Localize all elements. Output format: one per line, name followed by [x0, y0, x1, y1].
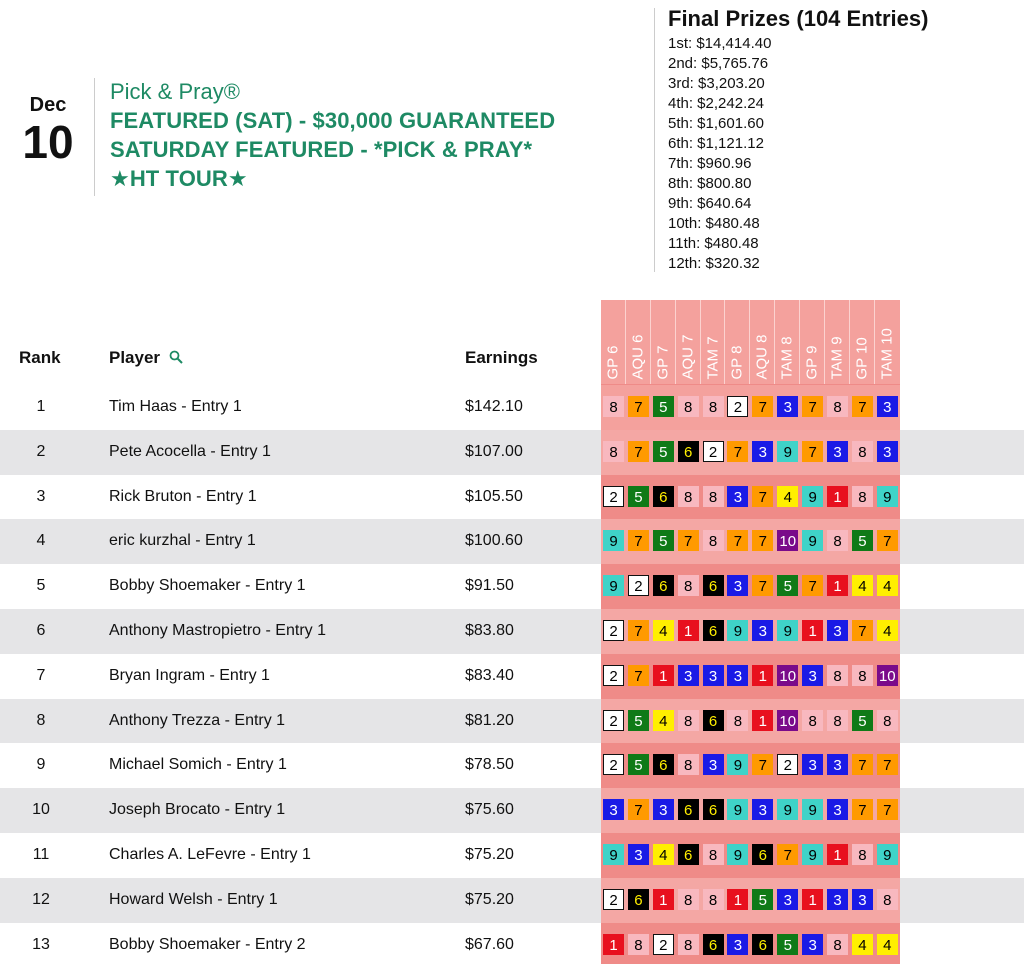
prize-item: 2nd: $5,765.76: [668, 55, 769, 72]
pick-saddlecloth: 3: [752, 799, 773, 820]
rank-cell: 11: [32, 845, 50, 863]
pick-saddlecloth: 8: [827, 530, 848, 551]
pick-saddlecloth: 2: [703, 441, 724, 462]
pick-saddlecloth: 2: [653, 934, 674, 955]
track-column-header: [601, 300, 626, 384]
table-row[interactable]: [0, 475, 1024, 520]
pick-saddlecloth: 3: [727, 665, 748, 686]
pick-saddlecloth: 7: [628, 441, 649, 462]
pick-saddlecloth: 9: [727, 844, 748, 865]
contest-title-line-3: ★HT TOUR★: [110, 166, 248, 191]
pick-saddlecloth: 3: [703, 754, 724, 775]
earnings-cell: $83.40: [465, 666, 514, 684]
pick-saddlecloth: 6: [678, 441, 699, 462]
pick-saddlecloth: 6: [703, 934, 724, 955]
rank-cell: 9: [36, 756, 46, 774]
pick-saddlecloth: 7: [727, 530, 748, 551]
track-label: AQU 8: [753, 334, 771, 380]
pick-saddlecloth: 3: [877, 396, 898, 417]
pick-saddlecloth: 8: [703, 530, 724, 551]
pick-saddlecloth: 9: [603, 844, 624, 865]
picks-row: [603, 530, 902, 551]
track-column-header: [875, 300, 900, 384]
pick-saddlecloth: 8: [877, 889, 898, 910]
pick-saddlecloth: 9: [802, 486, 823, 507]
picks-row: [603, 889, 902, 910]
pick-saddlecloth: 6: [703, 799, 724, 820]
pick-saddlecloth: 7: [752, 396, 773, 417]
pick-saddlecloth: 4: [877, 620, 898, 641]
pick-saddlecloth: 1: [827, 844, 848, 865]
pick-saddlecloth: 1: [678, 620, 699, 641]
pick-saddlecloth: 5: [628, 710, 649, 731]
track-label: TAM 7: [704, 336, 721, 380]
leaderboard-table: [0, 385, 1024, 964]
date-day: 10: [22, 116, 74, 168]
pick-saddlecloth: 6: [628, 889, 649, 910]
track-label: GP 8: [728, 345, 746, 380]
pick-saddlecloth: 5: [777, 575, 798, 596]
final-prizes: [668, 6, 928, 274]
pick-saddlecloth: 2: [603, 754, 624, 775]
pick-saddlecloth: 8: [678, 889, 699, 910]
pick-saddlecloth: 9: [777, 799, 798, 820]
pick-saddlecloth: 8: [827, 396, 848, 417]
table-row[interactable]: [0, 564, 1024, 609]
track-column-header: [626, 300, 651, 384]
pick-saddlecloth: 8: [603, 441, 624, 462]
rank-cell: 5: [36, 577, 46, 595]
pick-saddlecloth: 6: [752, 844, 773, 865]
rank-cell: 2: [36, 442, 46, 460]
pick-saddlecloth: 4: [653, 844, 674, 865]
earnings-cell: $81.20: [465, 711, 514, 729]
pick-saddlecloth: 4: [852, 934, 873, 955]
pick-saddlecloth: 7: [727, 441, 748, 462]
track-column-header: [825, 300, 850, 384]
pick-saddlecloth: 8: [703, 889, 724, 910]
player-name[interactable]: Bobby Shoemaker - Entry 2: [109, 935, 306, 953]
pick-saddlecloth: 4: [653, 620, 674, 641]
earnings-cell: $75.20: [465, 845, 514, 863]
pick-saddlecloth: 3: [827, 754, 848, 775]
pick-saddlecloth: 8: [678, 486, 699, 507]
pick-saddlecloth: 3: [603, 799, 624, 820]
pick-saddlecloth: 7: [802, 396, 823, 417]
pick-saddlecloth: 6: [653, 486, 674, 507]
rank-cell: 6: [36, 621, 46, 639]
rank-cell: 7: [36, 666, 46, 684]
pick-saddlecloth: 8: [678, 575, 699, 596]
earnings-cell: $75.20: [465, 890, 514, 908]
pick-saddlecloth: 3: [752, 620, 773, 641]
pick-saddlecloth: 7: [877, 754, 898, 775]
track-column-header: [676, 300, 701, 384]
pick-saddlecloth: 7: [852, 754, 873, 775]
pick-saddlecloth: 3: [802, 934, 823, 955]
pick-saddlecloth: 7: [877, 530, 898, 551]
pick-saddlecloth: 4: [877, 934, 898, 955]
pick-saddlecloth: 10: [777, 710, 798, 731]
pick-saddlecloth: 7: [852, 620, 873, 641]
table-row[interactable]: [0, 609, 1024, 654]
pick-saddlecloth: 9: [727, 754, 748, 775]
track-column-header: [750, 300, 775, 384]
pick-saddlecloth: 3: [727, 575, 748, 596]
pick-saddlecloth: 3: [827, 441, 848, 462]
pick-saddlecloth: 8: [827, 665, 848, 686]
picks-row: [603, 486, 902, 507]
prize-item: 12th: $320.32: [668, 255, 760, 272]
pick-saddlecloth: 1: [727, 889, 748, 910]
picks-row: [603, 575, 902, 596]
earnings-cell: $75.60: [465, 801, 514, 819]
pick-saddlecloth: 3: [777, 396, 798, 417]
pick-saddlecloth: 7: [752, 486, 773, 507]
table-row[interactable]: [0, 788, 1024, 833]
contest-brand: Pick & Pray®: [110, 79, 240, 104]
pick-saddlecloth: 8: [852, 844, 873, 865]
player-name[interactable]: Howard Welsh - Entry 1: [109, 890, 278, 908]
track-column-header: [800, 300, 825, 384]
pick-saddlecloth: 6: [653, 754, 674, 775]
pick-saddlecloth: 2: [628, 575, 649, 596]
rank-cell: 3: [36, 487, 46, 505]
pick-saddlecloth: 6: [678, 844, 699, 865]
pick-saddlecloth: 5: [752, 889, 773, 910]
prize-item: 11th: $480.48: [668, 235, 759, 252]
pick-saddlecloth: 2: [727, 396, 748, 417]
pick-saddlecloth: 5: [852, 530, 873, 551]
pick-saddlecloth: 3: [877, 441, 898, 462]
pick-saddlecloth: 7: [777, 844, 798, 865]
pick-saddlecloth: 9: [802, 844, 823, 865]
pick-saddlecloth: 7: [628, 530, 649, 551]
earnings-cell: $142.10: [465, 398, 523, 415]
player-name[interactable]: Anthony Mastropietro - Entry 1: [109, 621, 326, 639]
pick-saddlecloth: 1: [653, 889, 674, 910]
prizes-list: [668, 34, 928, 274]
track-label: GP 9: [803, 345, 821, 380]
pick-saddlecloth: 1: [827, 486, 848, 507]
rank-cell: 8: [36, 711, 46, 729]
date-month: Dec: [29, 94, 67, 116]
earnings-cell: $105.50: [465, 487, 523, 505]
player-header[interactable]: [109, 348, 183, 368]
pick-saddlecloth: 8: [703, 486, 724, 507]
table-row[interactable]: [0, 878, 1024, 923]
prize-item: 10th: $480.48: [668, 215, 760, 232]
player-name[interactable]: Pete Acocella - Entry 1: [109, 442, 271, 460]
player-name[interactable]: Tim Haas - Entry 1: [109, 398, 242, 415]
prize-item: 4th: $2,242.24: [668, 95, 764, 112]
track-column-header: [775, 300, 800, 384]
prize-item: 1st: $14,414.40: [668, 35, 772, 52]
table-row[interactable]: [0, 430, 1024, 475]
player-name[interactable]: Rick Bruton - Entry 1: [109, 487, 257, 505]
pick-saddlecloth: 8: [678, 396, 699, 417]
pick-saddlecloth: 6: [703, 620, 724, 641]
pick-saddlecloth: 3: [752, 441, 773, 462]
pick-saddlecloth: 8: [703, 396, 724, 417]
track-column-header: [701, 300, 726, 384]
divider: [94, 78, 95, 196]
track-header: [601, 300, 900, 384]
pick-saddlecloth: 8: [877, 710, 898, 731]
pick-saddlecloth: 2: [603, 665, 624, 686]
prize-item: 9th: $640.64: [668, 195, 752, 212]
pick-saddlecloth: 10: [877, 665, 898, 686]
pick-saddlecloth: 3: [727, 934, 748, 955]
pick-saddlecloth: 7: [678, 530, 699, 551]
table-row[interactable]: [0, 699, 1024, 744]
table-row[interactable]: [0, 923, 1024, 964]
pick-saddlecloth: 9: [603, 575, 624, 596]
pick-saddlecloth: 7: [628, 620, 649, 641]
player-name[interactable]: Anthony Trezza - Entry 1: [109, 711, 286, 729]
picks-row: [603, 754, 902, 775]
pick-saddlecloth: 3: [827, 620, 848, 641]
track-label: GP 7: [654, 345, 672, 380]
pick-saddlecloth: 6: [703, 575, 724, 596]
earnings-cell: $83.80: [465, 621, 514, 639]
pick-saddlecloth: 4: [877, 575, 898, 596]
pick-saddlecloth: 8: [852, 486, 873, 507]
player-header-label: Player: [109, 348, 161, 367]
prize-item: 6th: $1,121.12: [668, 135, 764, 152]
pick-saddlecloth: 10: [777, 530, 798, 551]
picks-row: [603, 934, 902, 955]
rank-header[interactable]: Rank: [19, 348, 61, 367]
pick-saddlecloth: 2: [603, 486, 624, 507]
pick-saddlecloth: 8: [603, 396, 624, 417]
earnings-cell: $107.00: [465, 442, 523, 460]
pick-saddlecloth: 9: [802, 799, 823, 820]
pick-saddlecloth: 9: [727, 799, 748, 820]
pick-saddlecloth: 7: [752, 530, 773, 551]
player-name[interactable]: Joseph Brocato - Entry 1: [109, 801, 286, 819]
pick-saddlecloth: 3: [802, 665, 823, 686]
prizes-title: Final Prizes (104 Entries): [668, 6, 929, 31]
prize-item: 7th: $960.96: [668, 155, 752, 172]
prize-item: 5th: $1,601.60: [668, 115, 764, 132]
pick-saddlecloth: 4: [653, 710, 674, 731]
pick-saddlecloth: 3: [628, 844, 649, 865]
pick-saddlecloth: 2: [603, 620, 624, 641]
pick-saddlecloth: 9: [603, 530, 624, 551]
pick-saddlecloth: 7: [802, 441, 823, 462]
track-label: AQU 7: [679, 334, 697, 380]
pick-saddlecloth: 9: [777, 441, 798, 462]
track-label: GP 10: [853, 337, 871, 380]
pick-saddlecloth: 9: [877, 486, 898, 507]
pick-saddlecloth: 3: [802, 754, 823, 775]
pick-saddlecloth: 3: [678, 665, 699, 686]
track-label: GP 6: [604, 345, 622, 380]
player-name[interactable]: Charles A. LeFevre - Entry 1: [109, 845, 311, 863]
pick-saddlecloth: 6: [752, 934, 773, 955]
track-label: AQU 6: [629, 334, 647, 380]
pick-saddlecloth: 5: [777, 934, 798, 955]
picks-row: [603, 620, 902, 641]
pick-saddlecloth: 1: [802, 620, 823, 641]
pick-saddlecloth: 6: [653, 575, 674, 596]
pick-saddlecloth: 5: [653, 530, 674, 551]
rank-cell: 4: [36, 532, 46, 550]
table-row[interactable]: [0, 743, 1024, 788]
pick-saddlecloth: 1: [802, 889, 823, 910]
pick-saddlecloth: 3: [827, 889, 848, 910]
pick-saddlecloth: 7: [852, 799, 873, 820]
pick-saddlecloth: 5: [628, 754, 649, 775]
table-row[interactable]: [0, 654, 1024, 699]
search-icon[interactable]: [169, 350, 183, 364]
rank-cell: 13: [32, 935, 50, 953]
pick-saddlecloth: 5: [653, 441, 674, 462]
pick-saddlecloth: 3: [653, 799, 674, 820]
track-column-header: [850, 300, 875, 384]
pick-saddlecloth: 8: [827, 934, 848, 955]
picks-row: [603, 396, 902, 417]
pick-saddlecloth: 3: [827, 799, 848, 820]
picks-row: [603, 441, 902, 462]
player-name[interactable]: Bobby Shoemaker - Entry 1: [109, 577, 306, 595]
rank-cell: 1: [36, 398, 46, 415]
pick-saddlecloth: 7: [628, 396, 649, 417]
pick-saddlecloth: 1: [603, 934, 624, 955]
pick-saddlecloth: 6: [703, 710, 724, 731]
pick-saddlecloth: 7: [752, 754, 773, 775]
pick-saddlecloth: 4: [777, 486, 798, 507]
pick-saddlecloth: 4: [852, 575, 873, 596]
pick-saddlecloth: 8: [727, 710, 748, 731]
pick-saddlecloth: 7: [877, 799, 898, 820]
pick-saddlecloth: 8: [802, 710, 823, 731]
picks-row: [603, 710, 902, 731]
earnings-cell: $100.60: [465, 532, 523, 550]
divider: [654, 8, 655, 272]
pick-saddlecloth: 7: [628, 665, 649, 686]
pick-saddlecloth: 3: [777, 889, 798, 910]
pick-saddlecloth: 3: [727, 486, 748, 507]
table-row[interactable]: [0, 519, 1024, 564]
pick-saddlecloth: 5: [653, 396, 674, 417]
track-label: TAM 10: [878, 328, 896, 380]
pick-saddlecloth: 8: [678, 754, 699, 775]
pick-saddlecloth: 8: [852, 665, 873, 686]
pick-saddlecloth: 8: [678, 934, 699, 955]
pick-saddlecloth: 8: [827, 710, 848, 731]
pick-saddlecloth: 3: [703, 665, 724, 686]
rank-cell: 12: [32, 890, 50, 908]
pick-saddlecloth: 2: [603, 710, 624, 731]
pick-saddlecloth: 9: [877, 844, 898, 865]
contest-title-line-2: SATURDAY FEATURED - *PICK & PRAY*: [110, 137, 533, 162]
contest-header: [110, 78, 555, 193]
pick-saddlecloth: 7: [802, 575, 823, 596]
picks-row: [603, 844, 902, 865]
table-row[interactable]: [0, 833, 1024, 878]
picks-row: [603, 799, 902, 820]
pick-saddlecloth: 8: [852, 441, 873, 462]
pick-saddlecloth: 1: [752, 710, 773, 731]
pick-saddlecloth: 7: [628, 799, 649, 820]
rank-cell: 10: [32, 801, 50, 819]
track-column-header: [725, 300, 750, 384]
pick-saddlecloth: 1: [827, 575, 848, 596]
pick-saddlecloth: 10: [777, 665, 798, 686]
pick-saddlecloth: 2: [777, 754, 798, 775]
pick-saddlecloth: 5: [628, 486, 649, 507]
pick-saddlecloth: 9: [727, 620, 748, 641]
earnings-cell: $67.60: [465, 935, 514, 953]
prize-item: 8th: $800.80: [668, 175, 752, 192]
pick-saddlecloth: 1: [752, 665, 773, 686]
pick-saddlecloth: 6: [678, 799, 699, 820]
earnings-header[interactable]: Earnings: [465, 348, 538, 367]
pick-saddlecloth: 5: [852, 710, 873, 731]
track-column-header: [651, 300, 676, 384]
prize-item: 3rd: $3,203.20: [668, 75, 765, 92]
pick-saddlecloth: 9: [802, 530, 823, 551]
earnings-cell: $78.50: [465, 756, 514, 774]
contest-title-line-1: FEATURED (SAT) - $30,000 GUARANTEED: [110, 108, 556, 133]
pick-saddlecloth: 7: [752, 575, 773, 596]
pick-saddlecloth: 8: [678, 710, 699, 731]
table-row[interactable]: [0, 385, 1024, 430]
pick-saddlecloth: 3: [852, 889, 873, 910]
contest-date: [16, 94, 80, 168]
player-name[interactable]: eric kurzhal - Entry 1: [109, 532, 256, 550]
pick-saddlecloth: 9: [777, 620, 798, 641]
pick-saddlecloth: 8: [703, 844, 724, 865]
track-label: TAM 8: [778, 336, 796, 380]
pick-saddlecloth: 8: [628, 934, 649, 955]
earnings-cell: $91.50: [465, 577, 514, 595]
player-name[interactable]: Michael Somich - Entry 1: [109, 756, 287, 774]
track-label: TAM 9: [828, 336, 846, 380]
pick-saddlecloth: 7: [852, 396, 873, 417]
picks-row: [603, 665, 902, 686]
player-name[interactable]: Bryan Ingram - Entry 1: [109, 666, 270, 684]
pick-saddlecloth: 2: [603, 889, 624, 910]
pick-saddlecloth: 1: [653, 665, 674, 686]
